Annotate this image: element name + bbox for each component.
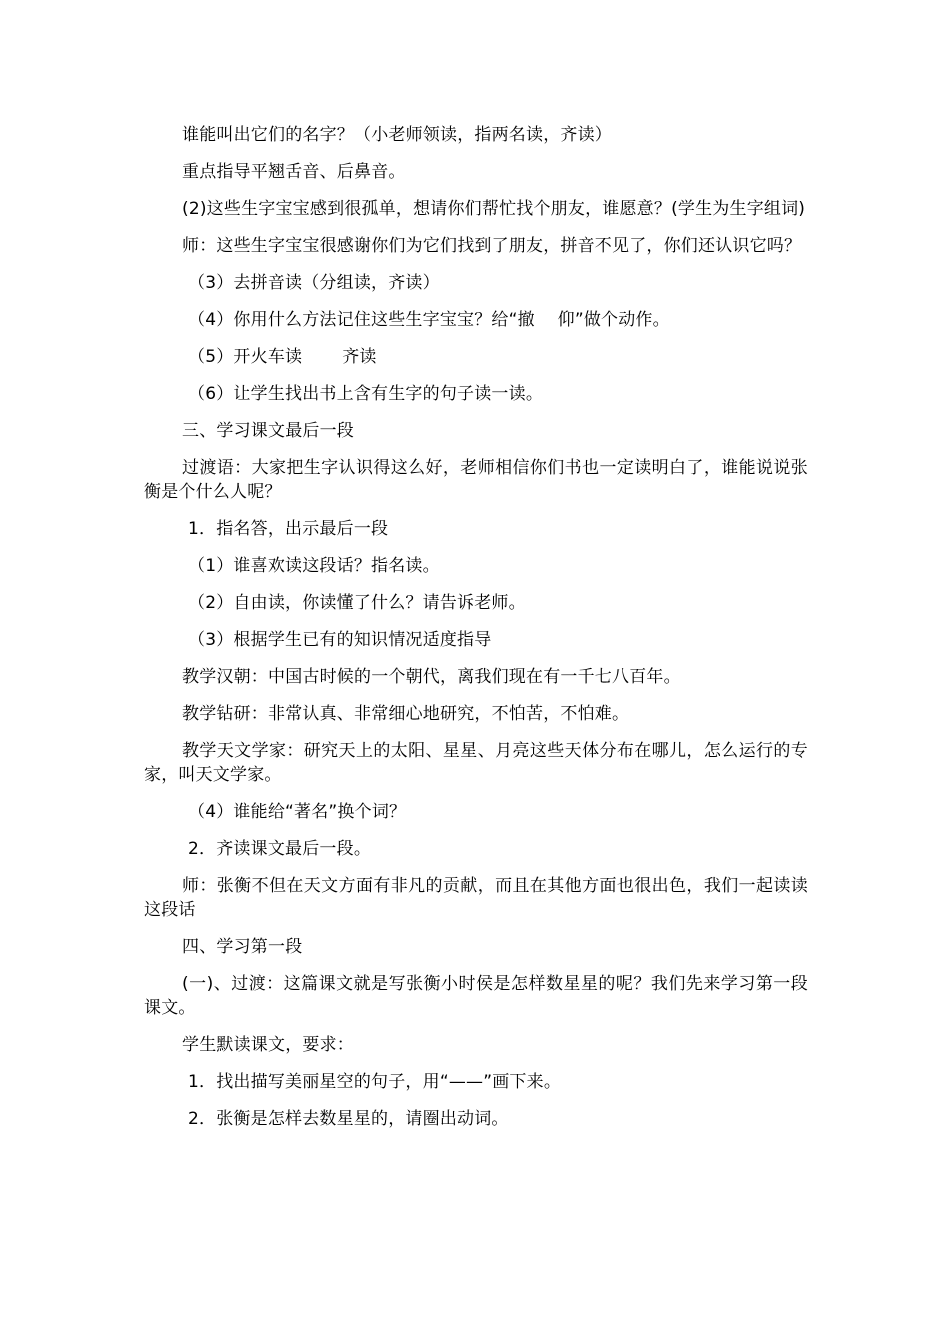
paragraph: 师：这些生字宝宝很感谢你们为它们找到了朋友，拼音不见了，你们还认识它吗？ xyxy=(182,236,802,256)
paragraph: （2）自由读，你读懂了什么？请告诉老师。 xyxy=(188,593,526,613)
paragraph: （3）去拼音读（分组读，齐读） xyxy=(188,273,440,293)
paragraph: 教学天文学家：研究天上的太阳、星星、月亮这些天体分布在哪儿，怎么运行的专家，叫天文学家。 xyxy=(144,741,808,785)
paragraph: （4）你用什么方法记住这些生字宝宝？给“撤 仰”做个动作。 xyxy=(188,310,670,330)
paragraph: （5）开火车读 齐读 xyxy=(188,347,377,367)
section-heading: 四、学习第一段 xyxy=(182,937,303,957)
paragraph: 重点指导平翘舌音、后鼻音。 xyxy=(182,162,406,182)
paragraph: （3）根据学生已有的知识情况适度指导 xyxy=(188,630,492,650)
paragraph: （6）让学生找出书上含有生字的句子读一读。 xyxy=(188,384,544,404)
document-body xyxy=(144,123,808,1144)
paragraph: （1）谁喜欢读这段话？指名读。 xyxy=(188,556,440,576)
paragraph: 谁能叫出它们的名字？（小老师领读，指两名读，齐读） xyxy=(182,125,612,145)
paragraph: 1．找出描写美丽星空的句子，用“——”画下来。 xyxy=(188,1072,562,1092)
paragraph: 教学汉朝：中国古时候的一个朝代，离我们现在有一千七八百年。 xyxy=(182,667,681,687)
paragraph: 师：张衡不但在天文方面有非凡的贡献，而且在其他方面也很出色，我们一起读读这段话 xyxy=(144,876,808,920)
paragraph: 教学钻研：非常认真、非常细心地研究，不怕苦，不怕难。 xyxy=(182,704,630,724)
paragraph: 2．齐读课文最后一段。 xyxy=(188,839,372,859)
paragraph: 1．指名答，出示最后一段 xyxy=(188,519,389,539)
paragraph: 2．张衡是怎样去数星星的，请圈出动词。 xyxy=(188,1109,509,1129)
paragraph: 过渡语：大家把生字认识得这么好，老师相信你们书也一定读明白了，谁能说说张衡是个什么人呢？ xyxy=(144,458,808,502)
paragraph: (一)、过渡：这篇课文就是写张衡小时侯是怎样数星星的呢？我们先来学习第一段课文。 xyxy=(144,974,808,1018)
paragraph: (2)这些生字宝宝感到很孤单，想请你们帮忙找个朋友，谁愿意？(学生为生字组词) xyxy=(182,199,806,219)
section-heading: 三、学习课文最后一段 xyxy=(182,421,354,441)
paragraph: （4）谁能给“著名”换个词？ xyxy=(188,802,407,822)
paragraph: 学生默读课文，要求： xyxy=(182,1035,354,1055)
